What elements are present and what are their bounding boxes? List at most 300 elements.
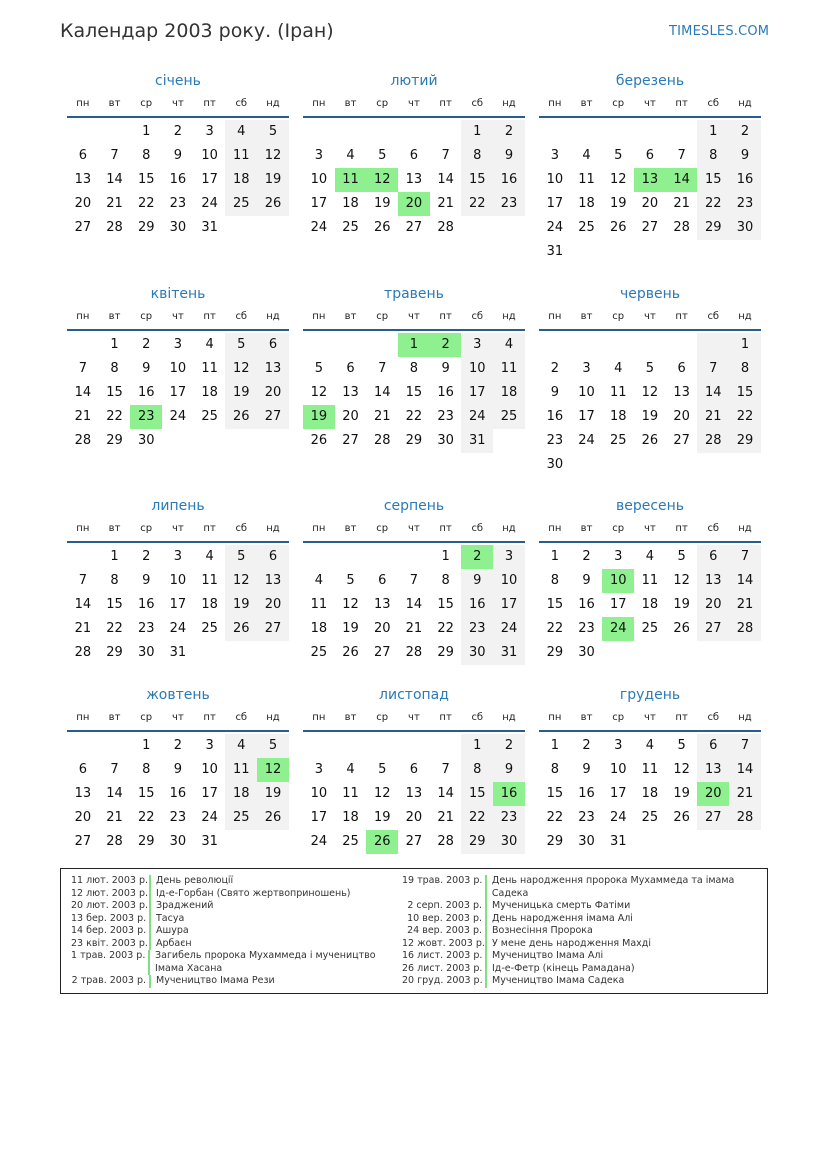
day-cell: 30: [461, 641, 493, 665]
day-cell: 27: [257, 405, 289, 429]
day-cell: 16: [493, 782, 525, 806]
empty-cell: [571, 120, 603, 144]
weekday-header: [303, 309, 525, 331]
legend-date: 11 лют. 2003 р.: [71, 875, 148, 886]
day-cell: 26: [609, 220, 627, 235]
day-cell: 16: [137, 385, 155, 400]
day-cell: 11: [609, 385, 627, 400]
day-cell: 29: [546, 834, 564, 849]
day-cell: 5: [257, 120, 289, 144]
day-cell: 21: [74, 409, 92, 424]
weekday-label: пт: [439, 712, 452, 723]
day-cell: 27: [373, 645, 391, 660]
day-cell: 2: [142, 549, 151, 564]
empty-cell: [398, 734, 430, 758]
day-cell: 27: [342, 433, 359, 448]
day-cell: 24: [169, 409, 187, 424]
day-cell: 21: [373, 409, 391, 424]
day-cell: 8: [441, 573, 450, 588]
day-cell: 2: [493, 120, 525, 144]
weekday-header: [539, 710, 761, 732]
day-cell: 25: [201, 621, 218, 636]
weekday-label: пт: [675, 98, 688, 109]
empty-cell: [335, 333, 367, 357]
weekday-label: нд: [502, 712, 516, 723]
legend-item: [402, 975, 762, 988]
weekday-label: нд: [738, 98, 752, 109]
day-cell: 9: [173, 762, 183, 777]
legend-marker: [149, 938, 151, 951]
empty-cell: [430, 120, 462, 144]
legend-date: 10 вер. 2003 р.: [407, 912, 482, 924]
day-cell: 15: [405, 385, 423, 400]
weekday-label: пт: [203, 523, 216, 534]
day-cell: 6: [78, 148, 87, 163]
day-cell: 20: [74, 196, 92, 211]
empty-cell: [398, 120, 430, 144]
day-cell: 28: [405, 645, 423, 660]
day-cell: 16: [461, 593, 493, 617]
day-cell: 9: [582, 762, 591, 777]
day-cell: 1: [110, 337, 119, 352]
day-cell: 31: [546, 244, 564, 259]
day-cell: 7: [78, 361, 87, 376]
legend-item: [402, 925, 762, 938]
day-cell: 2: [173, 124, 183, 139]
day-cell: 25: [609, 433, 627, 448]
day-cell: 21: [106, 810, 123, 825]
day-cell: 30: [137, 645, 155, 660]
day-cell: 27: [405, 834, 423, 849]
day-cell: 24: [602, 617, 634, 641]
weekday-label: ср: [612, 98, 625, 109]
day-cell: 29: [405, 433, 423, 448]
weekday-label: ср: [612, 523, 625, 534]
day-cell: 7: [729, 734, 761, 758]
day-cell: 30: [493, 830, 525, 854]
day-cell: 18: [641, 786, 659, 801]
day-cell: 14: [106, 172, 123, 187]
legend-date: 16 лист. 2003 р.: [402, 950, 483, 961]
legend-column-right: [402, 875, 762, 988]
weekday-label: пн: [312, 712, 326, 723]
day-cell: 28: [437, 834, 454, 849]
day-cell: 19: [257, 168, 289, 192]
weekday-label: ср: [376, 98, 389, 109]
day-cell: 17: [546, 196, 564, 211]
day-cell: 10: [169, 573, 187, 588]
day-cell: 1: [110, 549, 119, 564]
day-cell: 1: [461, 734, 493, 758]
day-cell: 7: [378, 361, 387, 376]
day-cell: 9: [493, 758, 525, 782]
day-cell: 21: [437, 810, 454, 825]
day-cell: 31: [201, 834, 218, 849]
day-cell: 4: [346, 148, 355, 163]
empty-cell: [571, 333, 603, 357]
legend-marker: [149, 888, 151, 901]
weekday-label: ср: [376, 712, 389, 723]
day-cell: 29: [106, 645, 123, 660]
empty-cell: [67, 120, 99, 144]
legend-marker: [149, 925, 151, 938]
empty-cell: [666, 120, 698, 144]
day-cell: 22: [437, 621, 454, 636]
day-cell: 6: [257, 545, 289, 569]
day-cell: 17: [201, 786, 218, 801]
month-3: [539, 70, 761, 264]
weekday-label: чт: [408, 523, 420, 534]
day-cell: 26: [366, 830, 398, 854]
day-cell: 2: [550, 361, 559, 376]
day-cell: 15: [697, 168, 729, 192]
day-cell: 6: [645, 148, 655, 163]
day-grid: [539, 734, 761, 854]
day-cell: 29: [437, 645, 454, 660]
day-cell: 3: [550, 148, 559, 163]
day-cell: 1: [461, 120, 493, 144]
legend-marker: [485, 938, 487, 951]
day-cell: 31: [609, 834, 627, 849]
day-cell: 9: [493, 144, 525, 168]
day-cell: 22: [697, 192, 729, 216]
day-cell: 23: [546, 433, 564, 448]
day-cell: 31: [201, 220, 218, 235]
weekday-label: ср: [140, 98, 153, 109]
day-cell: 27: [405, 220, 423, 235]
legend-marker: [149, 875, 151, 888]
day-cell: 25: [493, 405, 525, 429]
day-cell: 6: [409, 762, 419, 777]
weekday-label: пт: [203, 311, 216, 322]
legend-name: Арбаєн: [156, 937, 192, 949]
weekday-label: сб: [707, 98, 720, 109]
day-cell: 18: [201, 597, 218, 612]
day-cell: 21: [106, 196, 123, 211]
day-cell: 19: [342, 621, 359, 636]
day-cell: 28: [106, 834, 123, 849]
day-cell: 3: [314, 148, 323, 163]
legend-name: Тасуа: [156, 912, 185, 924]
day-cell: 23: [578, 621, 595, 636]
day-cell: 11: [335, 168, 367, 192]
day-cell: 1: [697, 120, 729, 144]
empty-cell: [67, 333, 99, 357]
day-cell: 5: [645, 361, 655, 376]
day-cell: 17: [310, 810, 328, 825]
day-cell: 22: [405, 409, 423, 424]
legend-item: [71, 913, 401, 926]
day-cell: 24: [546, 220, 564, 235]
day-cell: 18: [225, 782, 257, 806]
day-cell: 2: [493, 734, 525, 758]
weekday-label: пн: [312, 98, 326, 109]
month-name: вересень: [615, 498, 685, 514]
day-cell: 2: [582, 549, 591, 564]
day-cell: 23: [493, 806, 525, 830]
day-cell: 13: [342, 385, 359, 400]
weekday-label: ср: [612, 712, 625, 723]
empty-cell: [99, 734, 131, 758]
day-cell: 11: [225, 144, 257, 168]
legend-marker: [485, 963, 487, 976]
weekday-label: вт: [580, 712, 593, 723]
month-8: [303, 495, 525, 665]
day-cell: 30: [169, 834, 187, 849]
weekday-label: нд: [738, 712, 752, 723]
day-cell: 12: [225, 569, 257, 593]
day-cell: 8: [142, 148, 151, 163]
day-cell: 24: [169, 621, 187, 636]
weekday-label: чт: [408, 98, 420, 109]
legend-marker: [485, 913, 487, 926]
legend-item: [402, 950, 762, 963]
day-cell: 14: [74, 385, 92, 400]
day-cell: 9: [441, 361, 450, 376]
weekday-label: вт: [344, 98, 357, 109]
day-cell: 31: [169, 645, 187, 660]
day-cell: 24: [201, 810, 218, 825]
day-cell: 7: [110, 148, 119, 163]
weekday-label: сб: [707, 523, 720, 534]
weekday-header: [303, 96, 525, 118]
weekday-label: чт: [172, 523, 184, 534]
legend-item: [402, 875, 762, 900]
day-cell: 14: [74, 597, 92, 612]
day-cell: 14: [405, 597, 423, 612]
day-cell: 28: [373, 433, 391, 448]
legend-name: Вознесіння Пророка: [492, 925, 593, 936]
day-cell: 1: [142, 738, 151, 753]
day-cell: 18: [342, 196, 359, 211]
day-cell: 18: [578, 196, 595, 211]
legend-name: День народження пророка Мухаммеда та імама Садека: [491, 875, 735, 899]
day-cell: 9: [173, 148, 183, 163]
legend-item: [71, 900, 401, 913]
day-cell: 29: [137, 834, 155, 849]
month-name: липень: [151, 498, 205, 514]
weekday-label: сб: [471, 712, 484, 723]
legend-name: День народження імама Алі: [492, 912, 633, 924]
weekday-label: ср: [140, 311, 153, 322]
day-cell: 19: [225, 593, 257, 617]
day-cell: 12: [641, 385, 659, 400]
day-cell: 8: [461, 144, 493, 168]
day-cell: 18: [342, 810, 359, 825]
day-cell: 20: [257, 593, 289, 617]
day-cell: 11: [310, 597, 328, 612]
day-cell: 4: [582, 148, 591, 163]
day-cell: 17: [310, 196, 328, 211]
day-cell: 6: [378, 573, 387, 588]
day-cell: 5: [346, 573, 355, 588]
day-cell: 5: [314, 361, 323, 376]
day-cell: 3: [314, 762, 323, 777]
weekday-label: ср: [376, 311, 389, 322]
legend-date: 26 лист. 2003 р.: [402, 962, 483, 974]
empty-cell: [335, 734, 367, 758]
legend-marker: [485, 875, 487, 900]
empty-cell: [539, 333, 571, 357]
day-cell: 24: [493, 617, 525, 641]
legend-item: [71, 975, 401, 988]
day-cell: 24: [310, 220, 328, 235]
day-cell: 25: [578, 220, 595, 235]
day-cell: 25: [641, 621, 659, 636]
day-cell: 3: [582, 361, 591, 376]
day-cell: 21: [405, 621, 423, 636]
day-cell: 28: [106, 220, 123, 235]
day-cell: 7: [441, 762, 450, 777]
day-cell: 26: [673, 621, 690, 636]
weekday-label: ср: [140, 712, 153, 723]
day-cell: 17: [461, 381, 493, 405]
legend-name: Зраджений: [156, 900, 214, 911]
weekday-label: пн: [76, 311, 90, 322]
day-cell: 18: [641, 597, 659, 612]
month-name: червень: [619, 286, 681, 302]
day-cell: 10: [169, 361, 187, 376]
legend-date: 23 квіт. 2003 р.: [71, 937, 148, 949]
day-cell: 8: [110, 573, 119, 588]
day-cell: 23: [169, 810, 187, 825]
day-cell: 12: [257, 758, 289, 782]
empty-cell: [303, 333, 335, 357]
day-cell: 16: [437, 385, 454, 400]
brand-link[interactable]: TIMESLES.COM: [669, 24, 770, 39]
empty-cell: [366, 734, 398, 758]
weekday-label: вт: [108, 523, 121, 534]
month-name: січень: [155, 73, 201, 89]
day-cell: 3: [614, 738, 623, 753]
month-name: лютий: [390, 73, 438, 89]
day-cell: 27: [673, 433, 690, 448]
day-cell: 24: [310, 834, 328, 849]
day-cell: 12: [673, 573, 690, 588]
legend-item: [402, 963, 762, 976]
day-cell: 5: [225, 333, 257, 357]
month-4: [67, 283, 289, 453]
day-cell: 17: [609, 786, 627, 801]
day-cell: 9: [550, 385, 559, 400]
day-cell: 5: [677, 549, 686, 564]
day-cell: 12: [257, 144, 289, 168]
day-cell: 9: [582, 573, 591, 588]
weekday-label: пт: [675, 712, 688, 723]
day-cell: 25: [342, 834, 359, 849]
legend-date: 19 трав. 2003 р.: [402, 875, 483, 886]
day-cell: 15: [437, 597, 454, 612]
day-cell: 4: [645, 549, 655, 564]
weekday-label: сб: [235, 311, 248, 322]
day-cell: 2: [430, 333, 462, 357]
weekday-label: пн: [548, 712, 562, 723]
empty-cell: [539, 120, 571, 144]
day-cell: 9: [142, 361, 151, 376]
day-cell: 6: [697, 734, 729, 758]
day-cell: 22: [137, 810, 155, 825]
weekday-label: пт: [439, 98, 452, 109]
day-cell: 1: [729, 333, 761, 357]
day-cell: 8: [409, 361, 419, 376]
empty-cell: [634, 120, 666, 144]
day-cell: 15: [546, 597, 564, 612]
weekday-header: [67, 96, 289, 118]
month-name: грудень: [619, 687, 681, 703]
weekday-header: [539, 521, 761, 543]
weekday-header: [539, 96, 761, 118]
empty-cell: [398, 545, 430, 569]
month-10: [67, 684, 289, 854]
weekday-label: сб: [235, 523, 248, 534]
day-cell: 30: [437, 433, 454, 448]
legend-column-left: [71, 875, 401, 988]
day-cell: 6: [409, 148, 419, 163]
day-cell: 5: [614, 148, 623, 163]
day-cell: 1: [142, 124, 151, 139]
day-cell: 6: [257, 333, 289, 357]
day-cell: 16: [729, 168, 761, 192]
month-9: [539, 495, 761, 665]
legend-name: Ашура: [156, 925, 189, 936]
day-cell: 23: [729, 192, 761, 216]
day-cell: 8: [697, 144, 729, 168]
day-cell: 22: [461, 192, 493, 216]
day-cell: 6: [346, 361, 355, 376]
day-cell: 2: [173, 738, 183, 753]
day-cell: 6: [677, 361, 686, 376]
day-cell: 4: [314, 573, 323, 588]
day-cell: 19: [373, 810, 391, 825]
legend-marker: [485, 925, 487, 938]
day-cell: 2: [582, 738, 591, 753]
day-cell: 15: [106, 385, 123, 400]
day-cell: 11: [641, 762, 659, 777]
day-cell: 10: [493, 569, 525, 593]
day-cell: 8: [461, 758, 493, 782]
weekday-label: ср: [612, 311, 625, 322]
day-cell: 10: [602, 569, 634, 593]
day-cell: 8: [142, 762, 151, 777]
weekday-label: сб: [235, 712, 248, 723]
weekday-label: сб: [471, 523, 484, 534]
weekday-label: нд: [738, 311, 752, 322]
day-cell: 9: [461, 569, 493, 593]
weekday-label: пн: [76, 523, 90, 534]
weekday-label: вт: [344, 712, 357, 723]
legend-item: [71, 888, 401, 901]
day-cell: 11: [342, 786, 359, 801]
legend-marker: [148, 950, 150, 975]
day-cell: 8: [729, 357, 761, 381]
empty-cell: [430, 734, 462, 758]
empty-cell: [67, 545, 99, 569]
day-grid: [539, 120, 761, 264]
day-cell: 10: [201, 762, 218, 777]
day-cell: 27: [257, 617, 289, 641]
day-cell: 15: [461, 168, 493, 192]
month-12: [539, 684, 761, 854]
weekday-label: нд: [266, 523, 280, 534]
weekday-label: пн: [548, 311, 562, 322]
day-cell: 18: [201, 385, 218, 400]
day-cell: 7: [729, 545, 761, 569]
legend-date: 1 трав. 2003 р.: [71, 950, 146, 961]
weekday-label: пт: [439, 311, 452, 322]
day-cell: 3: [493, 545, 525, 569]
day-cell: 13: [257, 569, 289, 593]
legend-item: [71, 938, 401, 951]
